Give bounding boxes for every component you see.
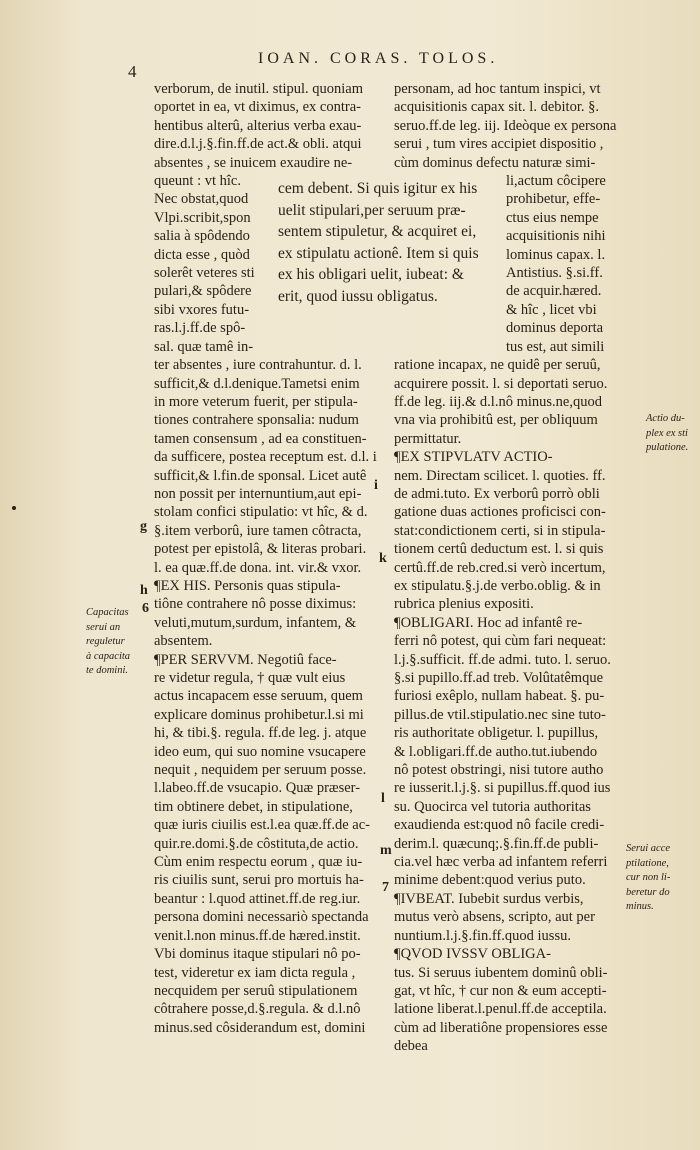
left-column-line: in more veterum fuerit, per stipula- (154, 393, 358, 410)
right-column-line: acquisitionis capax sit. l. debitor. §. (394, 99, 599, 116)
left-column-line: re videtur regula, † quæ vult eius (154, 670, 346, 686)
left-column-line: ideo eum, qui suo nomine vsucapere (154, 743, 366, 760)
left-column-line: ¶PER SERVVM. Negotiû face- (154, 651, 337, 668)
left-column-line: Nec obstat,quod (154, 191, 249, 208)
left-column-line: Cùm enim respectu eorum , quæ iu- (154, 854, 363, 871)
right-column-line: §.si pupillo.ff.ad treb. Volûtatêmque (394, 670, 604, 686)
left-column-line: tim obtinere debet, in stipulatione, (154, 798, 353, 815)
left-column-line: absentes , se inuicem exaudire ne- (154, 154, 353, 171)
right-column-line: derim.l. quæcunq;.§.fin.ff.de publi- (394, 835, 599, 852)
right-column-line: gat, vt hîc, † cur non & eum accepti- (394, 982, 607, 999)
left-column-line: tamen consensum , ad ea constituen- (154, 430, 367, 447)
right-column-line: rubrica plenius expositi. (394, 596, 534, 613)
right-column-line: su. Quocirca vel tutoria authoritas (394, 798, 591, 815)
right-column-line: ¶OBLIGARI. Hoc ad infantê re- (394, 614, 583, 631)
left-column-line: quæ iuris ciuilis est.l.ea quæ.ff.de ac- (154, 817, 370, 834)
left-column-line: beantur : l.quod attinet.ff.de reg.iur. (154, 890, 361, 907)
right-column-line: vna via prohibitû est, per obliquum (394, 412, 598, 429)
left-column-line: pulari,& spôdere (154, 283, 252, 300)
right-column-line: Antistius. §.si.ff. (506, 265, 603, 282)
right-column-line: serui , tum vires accipiet dispositio , (394, 136, 604, 153)
left-column-line: salia à spôdendo (154, 228, 250, 245)
left-column-line: veluti,mutum,surdum, infantem, & (154, 614, 357, 631)
right-column-line: cia.vel hæc verba ad infantem referri (394, 854, 608, 871)
gutter-letter-h: h (140, 583, 148, 598)
left-column-line: tiône contrahere nô posse diximus: (154, 596, 357, 613)
gutter-letter-6: 6 (142, 601, 149, 616)
right-column-line: tionem certû deductum est. l. si quis (394, 541, 604, 558)
right-column-line: nuntium.l.j.§.fin.ff.quod iussu. (394, 927, 571, 944)
gutter-letter-g: g (140, 519, 147, 534)
left-column-line: actus incapacem esse seruum, quem (154, 688, 363, 705)
right-column-line: seruo.ff.de leg. iij. Ideòque ex persona (394, 117, 617, 134)
left-column-line: verborum, de inutil. stipul. quoniam (154, 81, 364, 97)
margin-note-line: cur non li- (626, 872, 671, 883)
right-column-line: acquirere possit. l. si deportati seruo. (394, 375, 608, 392)
running-title: IOAN. CORAS. TOLOS. (258, 50, 499, 67)
left-column-line: sal. quæ tamê in- (154, 338, 254, 355)
right-column-line: & l.obligari.ff.de autho.tut.iubendo (394, 743, 598, 760)
page-blemish (12, 506, 16, 510)
right-column-line: ctus eius nempe (506, 209, 599, 226)
center-text-line: sentem stipuletur, & acquiret ei, (278, 223, 477, 241)
margin-note-line: pulatione. (646, 442, 689, 453)
left-column-line: absentem. (154, 633, 213, 650)
right-column-line: gatione duas actiones proficisci con- (394, 504, 606, 521)
margin-note-line: Serui acce (626, 843, 671, 854)
left-column-line: ras.l.j.ff.de spô- (154, 320, 246, 337)
right-column-line: nem. Directam scilicet. l. quoties. ff. (394, 467, 606, 484)
center-text-line: erit, quod iussu obligatus. (278, 287, 438, 305)
left-column-line: l. ea quæ.ff.de dona. int. vir.& vxor. (154, 559, 362, 576)
left-column-line: da sufficere, postea receptum est. d.l. i (154, 449, 377, 466)
left-column-line: ter absentes , iure contrahuntur. d. l. (154, 357, 362, 374)
left-column-line: stolam confici stipulatio: vt hîc, & d. (154, 504, 368, 521)
left-column-line: sufficit,& d.l.denique.Tametsi enim (154, 375, 360, 392)
right-column-line: ratione incapax, ne quidê per seruû, (394, 357, 601, 374)
right-column-line: debea (394, 1038, 428, 1055)
left-column-line: sibi vxores futu- (154, 301, 250, 318)
left-column-line: venit.l.non minus.ff.de hæred.instit. (154, 927, 361, 944)
left-column-line: sufficit,& l.fin.de sponsal. Licet autê (154, 467, 367, 484)
left-column-line: l.labeo.ff.de vsucapio. Quæ præser- (154, 780, 361, 797)
left-column-line: Vlpi.scribit,spon (154, 209, 251, 226)
left-column-line: test, videretur ex iam dicta regula , (154, 964, 356, 981)
right-column-line: re iusserit.l.j.§. si pupillus.ff.quod ius (394, 780, 611, 797)
right-column-line: personam, ad hoc tantum inspici, vt (394, 81, 601, 97)
right-column-line: de acquir.hæred. (506, 283, 602, 300)
margin-note-line: à capacita (86, 650, 131, 662)
margin-note-actio-duplex (646, 412, 688, 456)
right-column-line: nô potest obstringi, nisi tutore autho (394, 762, 604, 779)
left-column-line: minus.sed côsiderandum est, domini (154, 1019, 366, 1036)
gutter-letter-m: m (380, 843, 392, 858)
right-column-line: certû.ff.de reb.cred.si verò incertum, (394, 559, 606, 576)
right-column-line: dominus deporta (506, 320, 604, 337)
left-column-line: necquidem per seruû stipulationem (154, 982, 358, 999)
left-column-line: non possit per internuntium,aut epi- (154, 485, 362, 502)
left-column-line: hentibus alterû, alterius verba exau- (154, 117, 362, 134)
right-column-line: ex stipulatu.§.j.de verbo.oblig. & in (394, 577, 601, 594)
margin-note-capacitas (86, 606, 130, 679)
right-column-line: exaudienda est:quod nô facile credi- (394, 817, 605, 834)
right-column-line: cùm dominus defectu naturæ simi- (394, 154, 596, 171)
margin-note-line: te domini. (86, 665, 128, 676)
left-column-line: oportet in ea, vt diximus, ex contra- (154, 99, 361, 116)
right-column-line: prohibetur, effe- (506, 191, 601, 208)
gutter-letter-k: k (379, 551, 387, 566)
right-column-line: pillus.de vtil.stipulatio.nec sine tuto- (394, 706, 606, 723)
right-column-line: minime debent:quod verius puto. (394, 872, 586, 889)
right-column-line: & hîc , licet vbi (506, 301, 597, 318)
right-column-line: cùm ad liberatiône propensiores esse (394, 1019, 608, 1036)
left-column-line: queunt : vt hîc. (154, 173, 241, 190)
center-text-line: ex stipulatu actionê. Item si quis (278, 244, 479, 262)
right-column-line: ¶IVBEAT. Iubebit surdus verbis, (394, 890, 584, 907)
right-column-line: tus est, aut simili (506, 338, 605, 355)
center-text-line: cem debent. Si quis igitur ex his (278, 180, 478, 197)
right-column-line: ris authoritate obligetur. l. pupillus, (394, 725, 599, 742)
margin-note-line: minus. (626, 901, 654, 912)
right-column-line: ¶QVOD IVSSV OBLIGA- (394, 946, 551, 963)
right-column-line: lominus capax. l. (506, 246, 606, 263)
gutter-letter-7: 7 (382, 880, 389, 895)
left-column-line: dicta esse , quòd (154, 246, 250, 263)
right-column-line: tus. Si seruus iubentem dominû obli- (394, 964, 608, 981)
left-column-line: solerêt veteres sti (154, 265, 255, 282)
left-column-line: dire.d.l.j.§.fin.ff.de act.& obli. atqui (154, 136, 362, 153)
left-column-line: côtrahere posse,d.§.regula. & d.l.nô (154, 1001, 361, 1018)
gutter-letter-l: l (381, 791, 385, 806)
margin-note-line: Capacitas (86, 607, 129, 618)
right-column-line: l.j.§.sufficit. ff.de admi. tuto. l. seruo. (394, 651, 611, 668)
left-column-line: quir.re.domi.§.de côstituta,de actio. (154, 835, 359, 852)
left-column-line: §.item verborû, iure tamen côtracta, (154, 522, 362, 539)
left-column-line: hi, & tibi.§. regula. ff.de leg. j. atque (154, 725, 367, 742)
right-column-line: acquisitionis nihi (506, 228, 606, 245)
center-text-line: ex his obligari uelit, iubeat: & (278, 266, 464, 284)
page-number: 4 (128, 62, 137, 81)
left-column-line: tiones contrahere sponsalia: nudum (154, 412, 359, 429)
right-column-line: ¶EX STIPVLATV ACTIO- (394, 449, 553, 466)
right-column-line: latione liberat.l.penul.ff.de acceptila. (394, 1001, 607, 1018)
margin-note-line: serui an (86, 621, 121, 633)
left-column-line: Vbi dominus itaque stipulari nô po- (154, 946, 361, 963)
left-column-line: potest per epistolâ, & literas probari. (154, 541, 367, 558)
left-column-line: ¶EX HIS. Personis quas stipula- (154, 577, 341, 594)
margin-note-line: ptilatione, (626, 857, 669, 869)
gutter-letter-i: i (374, 478, 378, 493)
right-column-line: mutus verò absens, scripto, aut per (394, 909, 595, 926)
right-column-line: li,actum côcipere (506, 173, 606, 190)
left-column-line: ris ciuilis sunt, serui pro mortuis ha- (154, 872, 364, 889)
center-text-line: uelit stipulari,per seruum præ- (278, 201, 466, 219)
right-column-line: stat:condictionem certi, si in stipula- (394, 522, 606, 539)
center-body-text (278, 178, 493, 308)
right-column-line: permittatur. (394, 430, 462, 447)
left-column-line: explicare dominus prohibetur.l.si mi (154, 706, 364, 723)
margin-note-line: reguletur (86, 636, 125, 647)
right-column-line: ferri nô potest, qui cùm fari nequeat: (394, 633, 607, 650)
right-column-line: de admi.tuto. Ex verborû porrò obli (394, 485, 600, 502)
right-column-line: ff.de leg. iij.& d.l.nô minus.ne,quod (394, 393, 602, 410)
margin-note-line: beretur do (626, 886, 670, 898)
right-column-line: furiosi exêplo, nullam habeat. §. pu- (394, 688, 605, 705)
margin-note-serui-acceptilatione (626, 842, 670, 915)
left-column-line: nequit , nequidem per seruum posse. (154, 762, 367, 779)
left-column-line: persona domini necessariò spectanda (154, 909, 369, 926)
margin-note-line: Actio du- (646, 413, 685, 424)
margin-note-line: plex ex sti (646, 427, 688, 439)
